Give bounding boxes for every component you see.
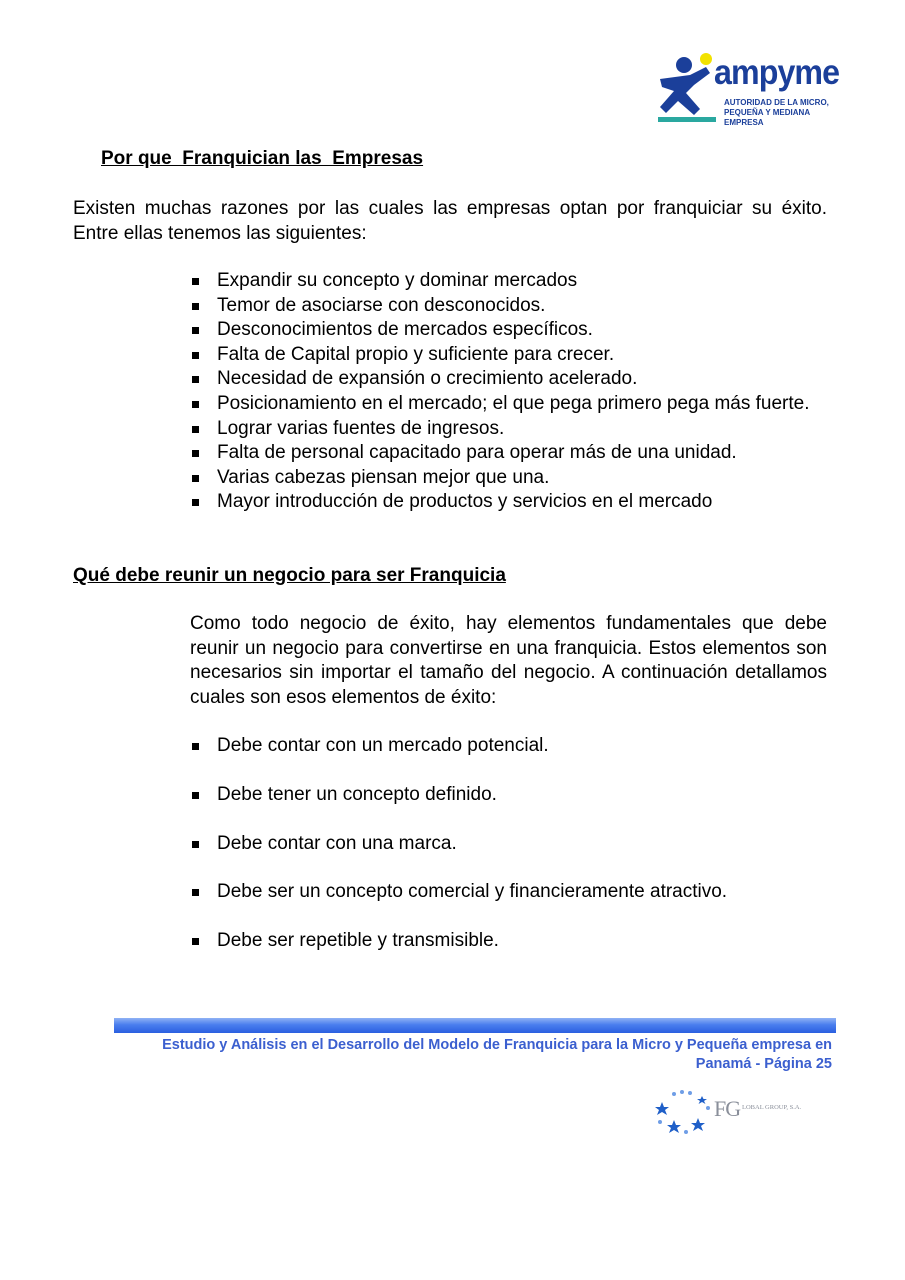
ampyme-wordmark: ampyme	[714, 53, 840, 92]
footer-text: Estudio y Análisis en el Desarrollo del Modelo de Franquicia para la Micro y Pequeña empresa en Panamá - Página 25	[162, 1037, 832, 1072]
bullet-icon	[192, 278, 199, 285]
list-item: Varias cabezas piensan mejor que una.	[190, 466, 827, 491]
bullet-icon	[192, 938, 199, 945]
bullet-icon	[192, 352, 199, 359]
list-item: Debe tener un concepto definido.	[190, 783, 827, 808]
bullet-icon	[192, 499, 199, 506]
bullet-icon	[192, 475, 199, 482]
list-item: Temor de asociarse con desconocidos.	[190, 294, 827, 319]
list-item: Necesidad de expansión o crecimiento acelerado.	[190, 367, 827, 392]
bullet-icon	[192, 841, 199, 848]
section1-intro: Existen muchas razones por las cuales las empresas optan por franquiciar su éxito. Entre ellas tenemos las siguientes:	[73, 198, 827, 244]
bullet-icon	[192, 889, 199, 896]
bullet-icon	[192, 743, 199, 750]
ampyme-subtitle: AUTORIDAD DE LA MICRO, PEQUEÑA Y MEDIANA EMPRESA	[724, 98, 829, 127]
section1-heading: Por que Franquician las Empresas	[101, 148, 424, 169]
list-item: Falta de Capital propio y suficiente para crecer.	[190, 343, 827, 368]
ampyme-figure-icon	[656, 53, 718, 123]
list-item: Debe contar con una marca.	[190, 832, 827, 857]
elements-list	[190, 734, 827, 978]
bullet-icon	[192, 303, 199, 310]
reasons-list	[190, 269, 827, 515]
list-item: Falta de personal capacitado para operar más de una unidad.	[190, 441, 827, 466]
bullet-icon	[192, 426, 199, 433]
list-item: Debe contar con un mercado potencial.	[190, 734, 827, 759]
footer-bar	[114, 1018, 836, 1033]
stars-ring-icon	[652, 1088, 714, 1136]
fg-name: LOBAL GROUP, S.A.	[742, 1104, 802, 1111]
list-item: Debe ser repetible y transmisible.	[190, 929, 827, 954]
list-item: Expandir su concepto y dominar mercados	[190, 269, 827, 294]
ampyme-logo	[656, 53, 840, 127]
bullet-icon	[192, 401, 199, 408]
list-item: Posicionamiento en el mercado; el que pega primero pega más fuerte.	[190, 392, 827, 417]
list-item: Mayor introducción de productos y servicios en el mercado	[190, 490, 827, 515]
section2-intro: Como todo negocio de éxito, hay elementos fundamentales que debe reunir un negocio para convertirse en una franquicia. Estos elementos son necesarios sin importar el tamaño del negocio. A continuación detallamos cuales son esos elementos de éxito:	[190, 613, 827, 708]
bullet-icon	[192, 327, 199, 334]
list-item: Lograr varias fuentes de ingresos.	[190, 417, 827, 442]
section2-heading: Qué debe reunir un negocio para ser Franquicia	[73, 565, 506, 586]
bullet-icon	[192, 376, 199, 383]
list-item: Desconocimientos de mercados específicos.	[190, 318, 827, 343]
bullet-icon	[192, 450, 199, 457]
fg-mark: FG	[714, 1096, 741, 1121]
fg-global-group-logo	[652, 1088, 822, 1136]
bullet-icon	[192, 792, 199, 799]
list-item: Debe ser un concepto comercial y financieramente atractivo.	[190, 880, 827, 905]
